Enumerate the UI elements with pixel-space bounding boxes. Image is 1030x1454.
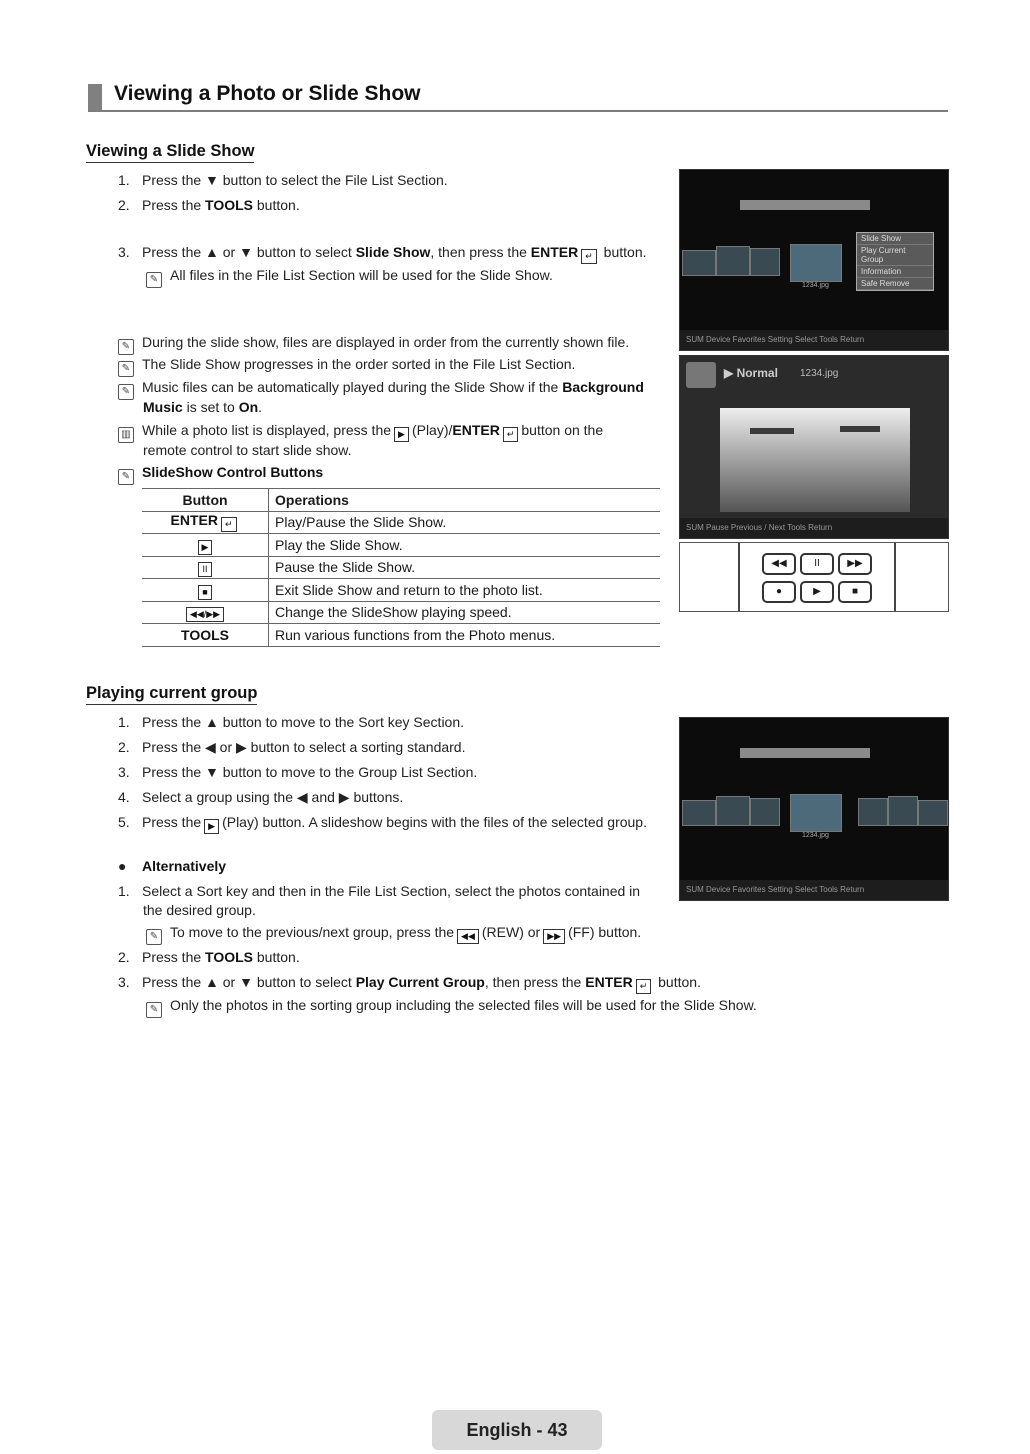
page-title: Viewing a Photo or Slide Show [114, 82, 421, 105]
menu-item-play-current-group[interactable]: Play Current Group [857, 245, 933, 266]
sort-bar [740, 200, 870, 210]
step-3: 3. Press the ▲ or ▼ button to select Slide Show, then press the ENTER ↵ button. [118, 242, 647, 264]
group-step-4: 4. Select a group using the ◀ and ▶ buttons. [118, 789, 404, 805]
group-step-1: 1. Press the ▲ button to move to the Sort key Section. [118, 714, 465, 730]
beach-photo [720, 408, 910, 512]
tools-menu [856, 232, 934, 291]
status-bar: SUM Device Favorites Setting Select Tools Return [680, 330, 948, 350]
remote-note: ▥ While a photo list is displayed, press the ▶ (Play)/ENTER ↵ button on the [118, 420, 603, 443]
menu-item-slide-show[interactable]: Slide Show [857, 233, 933, 245]
rew-button-icon: ◀◀ [762, 553, 796, 575]
slideshow-file-name: 1234.jpg [800, 368, 839, 379]
remote-illustration [679, 542, 949, 612]
ff-button-icon: ▶▶ [838, 553, 872, 575]
table-row: ■ Exit Slide Show and return to the photo list. [142, 579, 660, 602]
note-3-cont: Music is set to On. [143, 399, 263, 415]
title-marker [88, 84, 102, 110]
note-icon: ✎ [118, 384, 134, 400]
section-heading-current-group: Playing current group [86, 684, 257, 705]
enter-icon: ↵ [221, 517, 237, 532]
alt-step-1-cont: the desired group. [143, 902, 256, 918]
note-icon: ✎ [146, 929, 162, 945]
menu-item-information[interactable]: Information [857, 266, 933, 278]
selected-photo-thumbnail [790, 244, 842, 282]
pause-button-icon: II [800, 553, 834, 575]
group-step-3: 3. Press the ▼ button to move to the Group List Section. [118, 764, 478, 780]
remote-note-cont: remote control to start slide show. [143, 442, 352, 458]
selected-photo-thumbnail [790, 794, 842, 832]
photo-thumbnail [716, 796, 750, 826]
enter-icon: ↵ [503, 427, 519, 442]
photo-thumbnail [750, 248, 780, 276]
section-heading-slideshow: Viewing a Slide Show [86, 142, 254, 163]
note-icon: ✎ [118, 469, 134, 485]
note-icon: ✎ [146, 1002, 162, 1018]
note-icon: ✎ [118, 339, 134, 355]
alt-step-3: 3. Press the ▲ or ▼ button to select Play Current Group, then press the ENTER ↵ button. [118, 972, 701, 994]
play-button-icon: ▶ [800, 581, 834, 603]
table-row: ▶ Play the Slide Show. [142, 534, 660, 557]
table-row: TOOLS Run various functions from the Photo menus. [142, 624, 660, 647]
photo-thumbnail [750, 798, 780, 826]
table-row: ◀◀/▶▶ Change the SlideShow playing speed. [142, 601, 660, 624]
tv-photo-list-screenshot [679, 169, 949, 351]
photo-thumbnail [858, 798, 888, 826]
menu-item-safe-remove[interactable]: Safe Remove [857, 278, 933, 290]
remote-icon: ▥ [118, 427, 134, 443]
thumbnail-label: 1234.jpg [802, 282, 829, 289]
alt-step-3-note: ✎ Only the photos in the sorting group including the selected files will be used for the Slide Show. [146, 995, 757, 1018]
rew-ff-icon: ◀◀/▶▶ [186, 607, 224, 622]
play-icon: ▶ [204, 819, 219, 834]
alternatively-heading: ● Alternatively [118, 858, 227, 874]
status-bar: SUM Device Favorites Setting Select Tools Return [680, 880, 948, 900]
photo-thumbnail [682, 800, 716, 826]
table-row: II Pause the Slide Show. [142, 556, 660, 579]
table-header: Button Operations [142, 489, 660, 512]
stop-icon: ■ [198, 585, 211, 600]
note-icon: ✎ [118, 361, 134, 377]
controls-heading: ✎ SlideShow Control Buttons [118, 462, 323, 485]
tv-slideshow-screenshot [679, 355, 949, 539]
play-icon: ▶ [394, 427, 409, 442]
status-bar: SUM Pause Previous / Next Tools Return [680, 518, 948, 538]
note-icon: ✎ [146, 272, 162, 288]
slideshow-mode: ▶ Normal [724, 366, 778, 380]
hut-roof [750, 428, 794, 434]
rew-icon: ◀◀ [457, 929, 479, 944]
record-button-icon: ● [762, 581, 796, 603]
photo-icon [686, 362, 716, 388]
hut-roof [840, 426, 880, 432]
enter-icon: ↵ [581, 249, 597, 264]
photo-thumbnail [888, 796, 918, 826]
controls-table [142, 488, 660, 647]
pause-icon: II [198, 562, 211, 577]
alt-step-1: 1. Select a Sort key and then in the File List Section, select the photos contained in [118, 883, 641, 899]
photo-thumbnail [918, 800, 948, 826]
page-title-bar [88, 82, 948, 112]
table-row: ENTER ↵ Play/Pause the Slide Show. [142, 511, 660, 534]
alt-step-1-note: ✎ To move to the previous/next group, press the ◀◀ (REW) or ▶▶ (FF) button. [146, 922, 641, 945]
photo-thumbnail [716, 246, 750, 276]
enter-icon: ↵ [636, 979, 652, 994]
group-step-2: 2. Press the ◀ or ▶ button to select a sorting standard. [118, 739, 466, 755]
stop-button-icon: ■ [838, 581, 872, 603]
ff-icon: ▶▶ [543, 929, 565, 944]
sort-bar [740, 748, 870, 758]
note-1: ✎ During the slide show, files are displayed in order from the currently shown file. [118, 332, 629, 355]
photo-thumbnail [682, 250, 716, 276]
note-3: ✎ Music files can be automatically played during the Slide Show if the Background [118, 377, 644, 400]
step-3-note: ✎ All files in the File List Section will be used for the Slide Show. [146, 265, 553, 288]
page-number: English - 43 [432, 1410, 602, 1450]
thumbnail-label: 1234.jpg [802, 832, 829, 839]
tv-photo-group-screenshot [679, 717, 949, 901]
group-step-5: 5. Press the ▶ (Play) button. A slideshow begins with the files of the selected group. [118, 812, 647, 834]
play-icon: ▶ [198, 540, 213, 555]
step-1: 1. Press the ▼ button to select the File List Section. [118, 172, 448, 188]
note-2: ✎ The Slide Show progresses in the order sorted in the File List Section. [118, 354, 575, 377]
alt-step-2: 2. Press the TOOLS button. [118, 949, 300, 965]
step-2: 2. Press the TOOLS button. [118, 197, 300, 213]
